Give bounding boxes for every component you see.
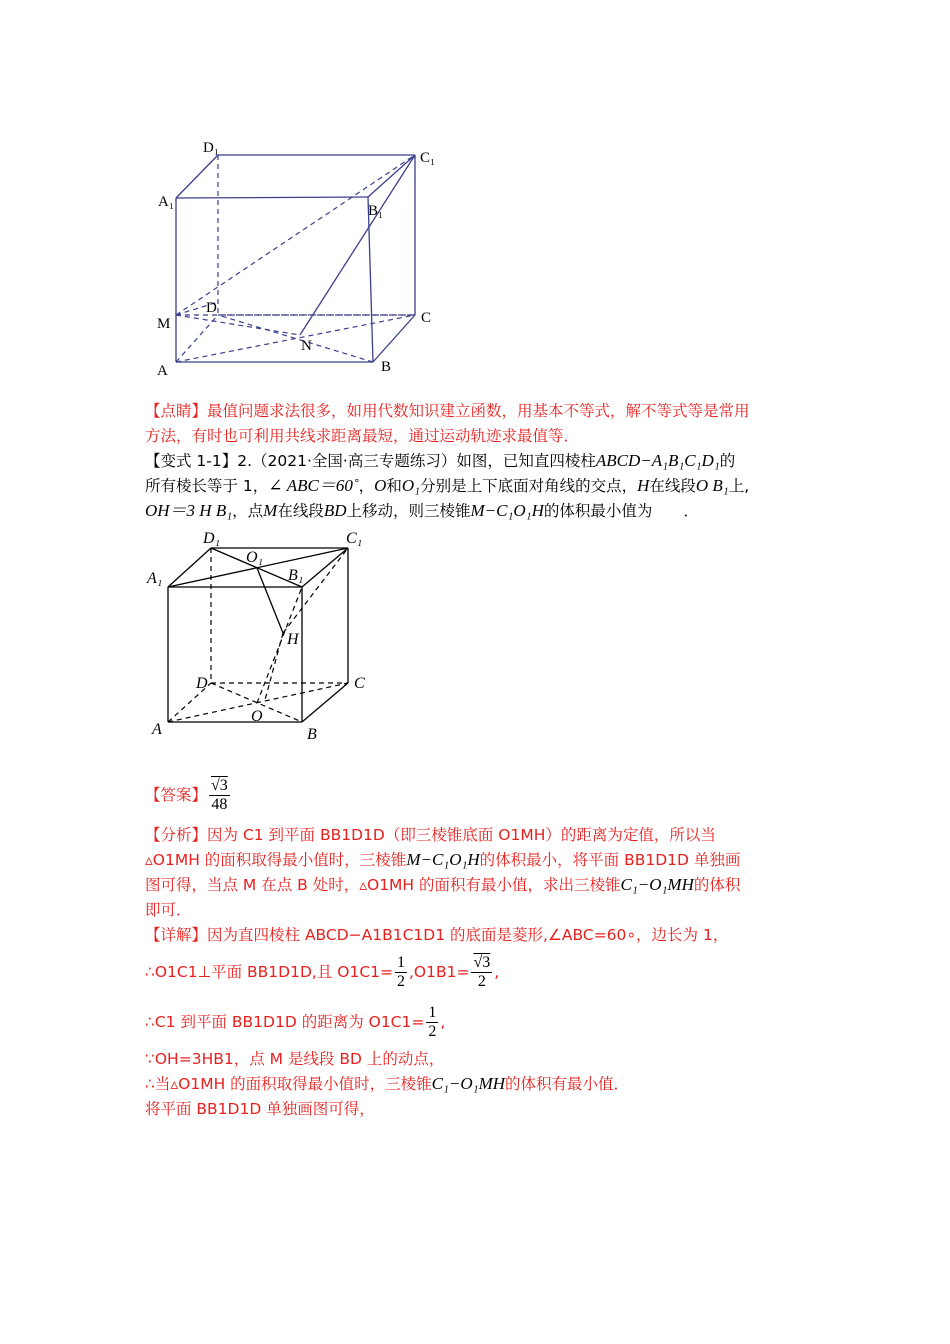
point-H: H	[637, 476, 650, 495]
label-B: B	[307, 726, 317, 743]
problem-line-1	[145, 450, 735, 472]
label-A1: A₁	[147, 570, 163, 587]
seg-NC1	[300, 155, 415, 335]
answer-fraction	[209, 777, 230, 814]
label-D: D	[196, 675, 208, 692]
label-H: H	[287, 631, 299, 648]
detail-pyramid: C₁−O₁MH	[431, 1074, 506, 1093]
analysis-text-2a: ▵O1MH 的面积取得最小值时，三棱锥	[145, 851, 407, 869]
figure-1-svg	[150, 130, 460, 380]
edge-A1B1	[176, 197, 368, 198]
problem-text-2a: 所有棱长等于 1，	[145, 477, 269, 495]
label-A: A	[157, 363, 168, 379]
label-C: C	[421, 310, 432, 326]
dianjing-line-2	[145, 425, 579, 447]
problem-text-2b: ，	[358, 477, 375, 495]
detail-line-4	[145, 1048, 444, 1070]
problem-source: （2021·全国·高三专题练习）如图，已知直四棱柱	[252, 452, 596, 470]
problem-text-3a: ，点	[232, 502, 264, 520]
point-O: O	[374, 476, 387, 495]
seg-MC1	[176, 155, 415, 315]
analysis-text-3a: 图可得，当点 M 在点 B 处时，▵O1MH 的面积有最小值，求出三棱锥	[145, 876, 621, 894]
point-M: M	[263, 501, 278, 520]
detail-text-3a: ∴C1 到平面 BB1D1D 的距离为 O1C1=	[145, 1013, 425, 1031]
answer-tag: 【答案】	[145, 786, 208, 804]
frac3-den: 2	[428, 1023, 437, 1040]
figure-2-svg	[145, 525, 380, 745]
point-O1: O₁	[401, 476, 421, 495]
label-D1: D₁	[203, 530, 221, 547]
detail-text-5a: ∴当▵O1MH 的面积取得最小值时，三棱锥	[145, 1075, 432, 1093]
analysis-line-3	[145, 874, 740, 896]
detail-line-5	[145, 1073, 629, 1095]
equation-oh: OH＝3 H B₁	[145, 501, 233, 520]
label-D1: D₁	[203, 140, 220, 156]
answer-numerator: √3	[211, 777, 228, 794]
frac1-num: 1	[397, 954, 405, 971]
analysis-text-1: 因为 C1 到平面 BB1D1D（即三棱锥底面 O1MH）的距离为定值，所以当	[207, 826, 716, 844]
analysis-text-4: 即可．	[145, 901, 192, 919]
label-N: N	[301, 338, 312, 354]
detail-text-2b: ,O1B1=	[409, 963, 470, 981]
problem-text-3b: 在线段	[277, 502, 324, 520]
problem-text-2d: 在线段	[649, 477, 696, 495]
segment-BD: BD	[323, 501, 347, 520]
edge-A1D1	[176, 155, 218, 198]
problem-num: 2.	[237, 452, 253, 470]
figure-1-prism	[150, 130, 460, 380]
analysis-tag: 【分析】	[145, 826, 208, 844]
problem-de: 的	[719, 452, 736, 470]
figure-2-prism	[145, 525, 380, 745]
analysis-line-4	[145, 899, 192, 921]
segment-OB1: O B₁	[695, 476, 729, 495]
dianjing-tag: 【点睛】	[145, 402, 208, 420]
analysis-line-1	[145, 824, 716, 846]
prism-name: ABCD−A₁B₁C₁D₁	[595, 451, 720, 470]
problem-text-3d: 的体积最小值为	[543, 502, 653, 520]
problem-he: 和	[386, 477, 402, 495]
edge-B1C1	[302, 548, 348, 587]
detail-text-5b: 的体积有最小值．	[505, 1075, 630, 1093]
label-C: C	[354, 675, 365, 692]
dianjing-line-1	[145, 400, 750, 422]
frac3-num: 1	[428, 1004, 437, 1021]
problem-text-2e: 上,	[728, 477, 750, 495]
label-O: O	[251, 708, 263, 725]
problem-text-3c: 上移动，则三棱锥	[346, 502, 471, 520]
detail-tag: 【详解】	[145, 926, 208, 944]
detail-fraction-3	[426, 1004, 438, 1041]
detail-text-6: 将平面 BB1D1D 单独画图可得，	[145, 1100, 375, 1118]
frac1-den: 2	[397, 973, 405, 990]
label-D: D	[206, 300, 217, 316]
analysis-pyramid-1: M−C₁O₁H	[406, 850, 480, 869]
dianjing-text-1: 最值问题求法很多，如用代数知识建立函数，用基本不等式，解不等式等是常用	[207, 402, 750, 420]
detail-line-3	[145, 1002, 445, 1042]
detail-text-3b: ,	[440, 1013, 446, 1031]
detail-fraction-2	[471, 954, 492, 991]
label-C1: C₁	[420, 150, 436, 166]
problem-text-2c: 分别是上下底面对角线的交点，	[420, 477, 638, 495]
problem-line-3	[145, 500, 699, 522]
label-C1: C₁	[346, 530, 363, 547]
detail-text-2c: ,	[494, 963, 500, 981]
detail-text-4: ∵OH=3HB1，点 M 是线段 BD 上的动点，	[145, 1050, 445, 1068]
analysis-line-2	[145, 849, 740, 871]
detail-text-1: 因为直四棱柱 ABCD−A1B1C1D1 的底面是菱形,∠ABC=60∘，边长为 1，	[207, 926, 729, 944]
answer-line	[145, 775, 232, 815]
seg-HC1	[283, 548, 348, 633]
analysis-pyramid-2: C₁−O₁MH	[620, 875, 694, 894]
label-A1: A₁	[158, 194, 175, 210]
dianjing-text-2: 方法，有时也可利用共线求距离最短，通过运动轨迹求最值等．	[145, 427, 580, 445]
answer-denominator: 48	[211, 796, 228, 813]
label-B: B	[381, 359, 392, 375]
label-A: A	[152, 721, 162, 738]
label-B1: B₁	[288, 567, 304, 584]
edge-BC	[302, 683, 348, 722]
label-B1: B₁	[368, 203, 384, 219]
label-M: M	[157, 316, 171, 332]
detail-line-2	[145, 952, 499, 992]
analysis-text-3b: 的体积	[693, 876, 741, 894]
answer-blank: ．	[652, 502, 699, 520]
problem-line-2	[145, 475, 749, 497]
frac2-den: 2	[477, 973, 486, 990]
detail-line-6	[145, 1098, 375, 1120]
label-O1: O₁	[246, 549, 264, 566]
angle-abc: ∠ ABC＝60˚	[268, 476, 359, 495]
frac2-num: √3	[473, 954, 491, 971]
pyramid-name: M−C₁O₁H	[470, 501, 544, 520]
seg-MN	[176, 315, 300, 335]
problem-tag: 【变式 1-1】	[145, 452, 238, 470]
detail-line-1	[145, 924, 728, 946]
edge-A1D1	[168, 548, 211, 587]
detail-text-2a: ∴O1C1⊥平面 BB1D1D,且 O1C1=	[145, 963, 393, 981]
seg-HM	[265, 633, 283, 700]
detail-fraction-1	[395, 954, 407, 991]
analysis-text-2b: 的体积最小，将平面 BB1D1D 单独画	[479, 851, 741, 869]
